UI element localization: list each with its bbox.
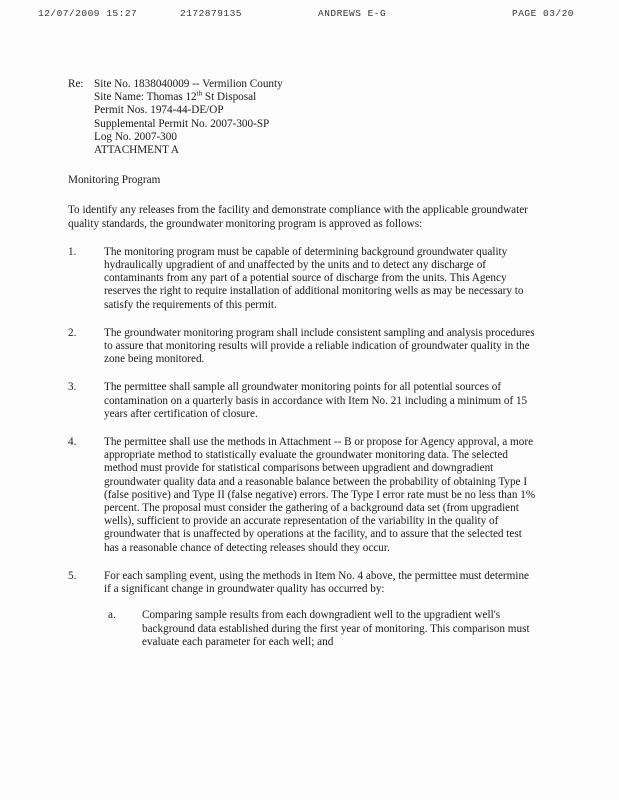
list-item-number: 3. (68, 381, 77, 394)
sub-list-item (104, 609, 538, 649)
list-item (68, 246, 538, 312)
sub-list-item-letter: a. (108, 609, 116, 622)
reference-block (68, 78, 538, 157)
list-item (68, 381, 538, 421)
list-item-number: 4. (68, 436, 77, 449)
fax-date-time: 12/07/2009 15:27 (38, 8, 138, 19)
supplemental-permit-line: Supplemental Permit No. 2007-300-SP (94, 117, 270, 130)
list-item-text: The monitoring program must be capable of determining background groundwater quality hydraulically upgradient of and unaffected by the units and to detect any discharge of contaminants from any part of a potential source of discharge from the units. This Agency reserves the right to require installation of additional monitoring wells as may be necessary to satisfy the requirements of this permit. (104, 245, 524, 311)
list-item-number: 2. (68, 326, 77, 339)
list-item (68, 436, 538, 555)
list-item-number: 5. (68, 569, 77, 582)
site-number-line: Site No. 1838040009 -- Vermilion County (94, 78, 283, 90)
list-item-text: For each sampling event, using the methods in Item No. 4 above, the permittee must determine if a significant change in groundwater quality has occurred by: (104, 569, 530, 596)
site-name-suffix: St Disposal (202, 91, 257, 104)
attachment-line: ATTACHMENT A (94, 144, 179, 157)
site-name-line (94, 91, 283, 104)
list-item-text: The permittee shall use the methods in Attachment -- B or propose for Agency approval, a more appropriate method to statistically evaluate the groundwater monitoring data. The selected method must provide for statistical comparisons between upgradient and downgradient groundwater quality data and a reasonable balance between the probability of obtaining Type I (false positive) and Type II (false negative) errors. The Type I error rate must be no less than 1% percent. The proposal must consider the gathering of a background data set (from upgradient wells), sufficient to provide an accurate representation of the variability in the quality of groundwater that is unaffected by operations at the facility, and to assure that the selected test has a reasonable chance of detecting releases should they occur. (104, 436, 536, 554)
permit-numbers-line: Permit Nos. 1974-44-DE/OP (94, 104, 224, 117)
list-item-number: 1. (68, 245, 77, 258)
list-item (68, 327, 538, 367)
re-label: Re: (68, 78, 84, 90)
fax-page-number: PAGE 03/20 (512, 8, 575, 19)
list-item (68, 570, 538, 596)
sub-list-item-text: Comparing sample results from each downgradient well to the upgradient well's background data established during the first year of monitoring. This comparison must evaluate each parameter for each well; and (142, 609, 530, 648)
section-heading: Monitoring Program (68, 174, 161, 187)
list-item-text: The groundwater monitoring program shall include consistent sampling and analysis procedures to assure that monitoring results will provide a reliable indication of groundwater quality in the zone being monitored. (104, 326, 535, 366)
site-name-prefix: Site Name: Thomas 12 (94, 91, 197, 104)
fax-sender-name: ANDREWS E-G (318, 8, 387, 19)
fax-header (0, 8, 619, 24)
site-name-superscript: th (196, 89, 203, 98)
fax-phone-number: 2172879135 (180, 8, 243, 19)
intro-paragraph: To identify any releases from the facility and demonstrate compliance with the applicable groundwater quality standards, the groundwater monitoring program is approved as follows: (68, 204, 528, 230)
document-body (68, 78, 538, 649)
log-number-line: Log No. 2007-300 (94, 130, 177, 143)
list-item-text: The permittee shall sample all groundwater monitoring points for all potential sources of contamination on a quarterly basis in accordance with Item No. 21 including a minimum of 15 years after certification of closure. (104, 381, 528, 420)
reference-lines (94, 78, 283, 157)
